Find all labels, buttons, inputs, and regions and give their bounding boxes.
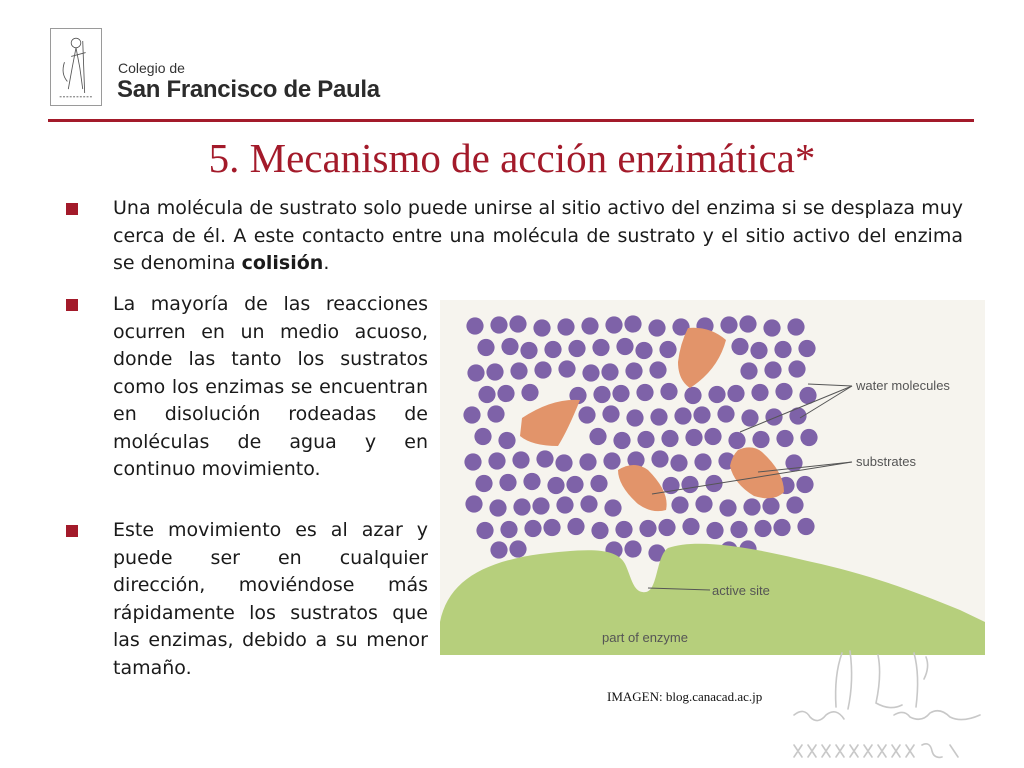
water-molecule bbox=[797, 518, 814, 535]
water-molecule bbox=[486, 363, 503, 380]
water-molecule bbox=[764, 361, 781, 378]
water-molecule bbox=[602, 405, 619, 422]
water-molecule bbox=[648, 319, 665, 336]
water-molecule bbox=[488, 452, 505, 469]
water-molecule bbox=[635, 342, 652, 359]
water-molecule bbox=[743, 498, 760, 515]
water-molecule bbox=[763, 319, 780, 336]
water-molecule bbox=[591, 522, 608, 539]
water-molecule bbox=[543, 519, 560, 536]
water-molecule bbox=[490, 541, 507, 558]
water-molecule bbox=[474, 428, 491, 445]
water-molecule bbox=[593, 386, 610, 403]
water-molecule bbox=[477, 339, 494, 356]
water-molecule bbox=[581, 317, 598, 334]
water-molecule bbox=[499, 474, 516, 491]
paragraph-aqueous-medium: La mayoría de las reacciones ocurren en un medio acuoso, donde las tanto los sustratos como los enzimas se encuentran en disolución rodeadas de moléculas de agua y en continuo movimiento. bbox=[113, 293, 428, 480]
bullet-square-icon bbox=[66, 203, 78, 215]
water-molecule bbox=[578, 406, 595, 423]
water-molecule bbox=[500, 521, 517, 538]
water-molecule bbox=[762, 497, 779, 514]
water-molecule bbox=[637, 431, 654, 448]
water-molecule bbox=[567, 518, 584, 535]
water-molecule bbox=[720, 316, 737, 333]
water-molecule bbox=[681, 476, 698, 493]
water-molecule bbox=[741, 409, 758, 426]
water-molecule bbox=[520, 342, 537, 359]
enzyme-diagram bbox=[440, 300, 985, 655]
water-molecule bbox=[498, 432, 515, 449]
water-molecule bbox=[464, 453, 481, 470]
water-molecule bbox=[798, 340, 815, 357]
water-molecule bbox=[740, 362, 757, 379]
water-molecule bbox=[604, 499, 621, 516]
water-molecule bbox=[765, 408, 782, 425]
water-molecule bbox=[636, 384, 653, 401]
water-molecule bbox=[589, 428, 606, 445]
water-molecule bbox=[463, 406, 480, 423]
water-molecule bbox=[786, 496, 803, 513]
bullet-square-icon bbox=[66, 299, 78, 311]
water-molecule bbox=[727, 385, 744, 402]
label-substrates: substrates bbox=[856, 454, 916, 469]
water-molecule bbox=[478, 386, 495, 403]
water-molecule bbox=[684, 387, 701, 404]
water-molecule bbox=[776, 430, 793, 447]
water-molecule bbox=[674, 407, 691, 424]
water-molecule bbox=[694, 453, 711, 470]
water-molecule bbox=[476, 522, 493, 539]
water-molecule bbox=[509, 315, 526, 332]
header-divider bbox=[48, 119, 974, 122]
water-molecule bbox=[510, 362, 527, 379]
water-molecule bbox=[590, 475, 607, 492]
school-name-line2: San Francisco de Paula bbox=[117, 76, 380, 103]
term-colision: colisión bbox=[241, 252, 324, 274]
water-molecule bbox=[582, 364, 599, 381]
water-molecule bbox=[728, 432, 745, 449]
water-molecule bbox=[555, 454, 572, 471]
water-molecule bbox=[651, 450, 668, 467]
water-molecule bbox=[523, 473, 540, 490]
water-molecule bbox=[774, 341, 791, 358]
water-molecule bbox=[615, 521, 632, 538]
paragraph-collision bbox=[113, 195, 963, 278]
water-molecule bbox=[704, 428, 721, 445]
water-molecule bbox=[501, 338, 518, 355]
water-molecule bbox=[601, 363, 618, 380]
water-molecule bbox=[521, 384, 538, 401]
water-molecule bbox=[796, 476, 813, 493]
school-name-line1: Colegio de bbox=[118, 60, 185, 76]
water-molecule bbox=[730, 521, 747, 538]
water-molecule bbox=[750, 342, 767, 359]
saint-figure-icon bbox=[51, 29, 101, 105]
water-molecule bbox=[685, 429, 702, 446]
water-molecule bbox=[800, 429, 817, 446]
water-molecule bbox=[624, 315, 641, 332]
water-molecule bbox=[487, 405, 504, 422]
label-active-site: active site bbox=[712, 583, 770, 598]
water-molecule bbox=[708, 386, 725, 403]
water-molecule bbox=[671, 496, 688, 513]
water-molecule bbox=[465, 495, 482, 512]
water-molecule bbox=[693, 406, 710, 423]
water-molecule bbox=[497, 385, 514, 402]
enzyme-diagram-svg bbox=[440, 300, 985, 655]
label-part-of-enzyme: part of enzyme bbox=[602, 630, 688, 645]
water-molecule bbox=[624, 540, 641, 557]
water-molecule bbox=[751, 384, 768, 401]
water-molecule bbox=[513, 498, 530, 515]
water-molecule bbox=[544, 341, 561, 358]
water-molecule bbox=[536, 450, 553, 467]
water-molecule bbox=[670, 454, 687, 471]
water-molecule bbox=[626, 409, 643, 426]
water-molecule bbox=[773, 519, 790, 536]
water-molecule bbox=[547, 477, 564, 494]
water-molecule bbox=[512, 451, 529, 468]
water-molecule bbox=[625, 362, 642, 379]
water-molecule bbox=[592, 339, 609, 356]
water-molecule bbox=[719, 499, 736, 516]
water-molecule bbox=[534, 361, 551, 378]
water-molecule bbox=[739, 315, 756, 332]
water-molecule bbox=[752, 431, 769, 448]
image-credit: IMAGEN: blog.canacad.ac.jp bbox=[607, 689, 763, 704]
water-molecule bbox=[661, 430, 678, 447]
label-water-molecules: water molecules bbox=[856, 378, 950, 393]
school-logo bbox=[50, 28, 102, 106]
water-molecule bbox=[603, 452, 620, 469]
water-molecule bbox=[775, 383, 792, 400]
water-molecule bbox=[659, 341, 676, 358]
water-molecule bbox=[490, 316, 507, 333]
water-molecule bbox=[558, 360, 575, 377]
water-molecule bbox=[532, 497, 549, 514]
water-molecule bbox=[489, 499, 506, 516]
water-molecule bbox=[639, 520, 656, 537]
water-molecule bbox=[650, 408, 667, 425]
paragraph-collision-end: . bbox=[323, 252, 330, 274]
water-molecule bbox=[580, 495, 597, 512]
water-molecule bbox=[467, 364, 484, 381]
slide-title: 5. Mecanismo de acción enzimática* bbox=[208, 135, 816, 181]
water-molecule bbox=[731, 338, 748, 355]
water-molecule bbox=[475, 475, 492, 492]
water-molecule bbox=[579, 453, 596, 470]
water-molecule bbox=[787, 318, 804, 335]
water-molecule bbox=[533, 319, 550, 336]
water-molecule bbox=[706, 522, 723, 539]
water-molecule bbox=[466, 317, 483, 334]
water-molecule bbox=[616, 338, 633, 355]
water-molecule bbox=[556, 496, 573, 513]
signature-drawing bbox=[790, 645, 990, 765]
water-molecule bbox=[660, 383, 677, 400]
paragraph-random-motion: Este movimiento es al azar y puede ser en cualquier dirección, moviéndose más rápidamente los sustratos que las enzimas, debido a su menor tamaño. bbox=[113, 519, 428, 679]
water-molecule bbox=[568, 340, 585, 357]
water-molecule bbox=[658, 519, 675, 536]
water-molecule bbox=[557, 318, 574, 335]
water-molecule bbox=[524, 520, 541, 537]
water-molecule bbox=[695, 495, 712, 512]
water-molecule bbox=[754, 520, 771, 537]
water-molecule bbox=[605, 316, 622, 333]
water-molecule bbox=[612, 385, 629, 402]
water-molecule bbox=[788, 360, 805, 377]
water-molecule bbox=[613, 432, 630, 449]
water-molecule bbox=[566, 476, 583, 493]
water-molecule bbox=[717, 405, 734, 422]
bullet-square-icon bbox=[66, 525, 78, 537]
paragraph-collision-text: Una molécula de sustrato solo puede unirse al sitio activo del enzima si se desplaza muy cerca de él. A este contacto entre una molécula de sustrato y el sitio activo del enzima se denomina bbox=[113, 197, 963, 274]
water-molecule bbox=[509, 540, 526, 557]
water-molecule bbox=[682, 518, 699, 535]
water-molecule bbox=[649, 361, 666, 378]
signature-watermark bbox=[790, 645, 990, 765]
